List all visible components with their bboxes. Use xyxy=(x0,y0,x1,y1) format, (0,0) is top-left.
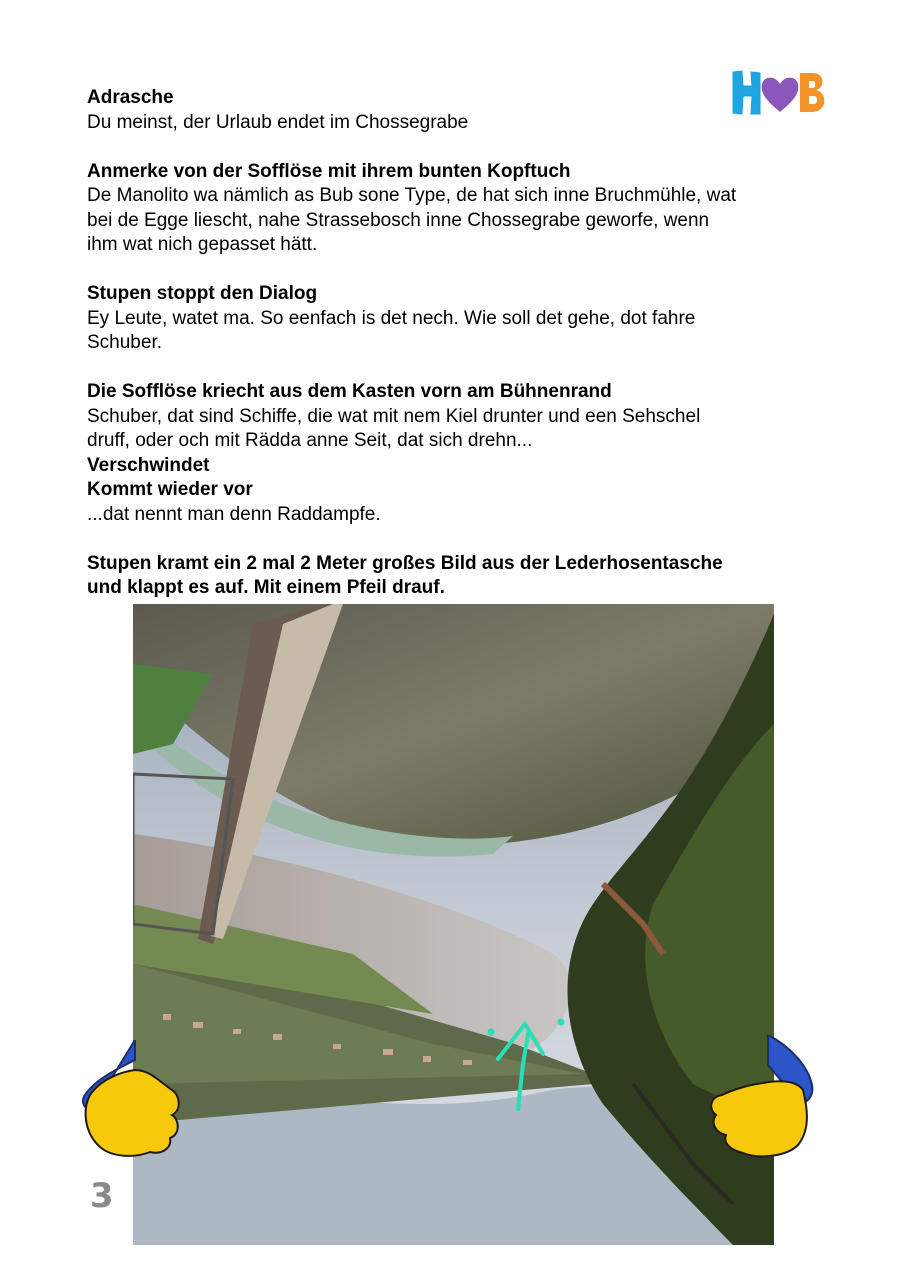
block-heading: Die Sofflöse kriecht aus dem Kasten vorn am Bühnenrand xyxy=(87,381,612,402)
block-line: bei de Egge liescht, nahe Strassebosch inne Chossegrabe geworfe, wenn xyxy=(87,209,710,231)
block-line: De Manolito wa nämlich as Bub sone Type, de hat sich inne Bruchmühle, wat xyxy=(87,185,737,206)
script-text xyxy=(87,86,827,601)
left-hand-icon xyxy=(80,1040,185,1160)
block-line: Du meinst, der Urlaub endet im Chossegrabe xyxy=(87,111,469,133)
block-line: Ey Leute, watet ma. So eenfach is det nech. Wie soll det gehe, dot fahre xyxy=(87,307,696,329)
block-heading: Anmerke von der Sofflöse mit ihrem bunten Kopftuch xyxy=(87,160,571,182)
block-line: ihm wat nich gepasset hätt. xyxy=(87,234,318,255)
stage-direction: Verschwindet xyxy=(87,454,210,476)
block-line: Schuber. xyxy=(87,332,162,353)
block-heading: Stupen stoppt den Dialog xyxy=(87,283,318,304)
right-hand-icon xyxy=(708,1035,816,1160)
block-line: druff, oder och mit Rädda anne Seit, dat sich drehn... xyxy=(87,430,533,451)
block-heading: Stupen kramt ein 2 mal 2 Meter großes Bild aus der Lederhosentasche xyxy=(87,552,723,574)
block-heading: und klappt es auf. Mit einem Pfeil drauf. xyxy=(87,577,445,598)
landscape-photo xyxy=(133,604,774,1245)
page-number: 3 xyxy=(90,1176,114,1216)
block-heading: Adrasche xyxy=(87,87,174,108)
block-line: Schuber, dat sind Schiffe, die wat mit nem Kiel drunter und een Sehschel xyxy=(87,405,701,427)
block-line: ...dat nennt man denn Raddampfe. xyxy=(87,503,381,525)
stage-direction: Kommt wieder vor xyxy=(87,479,253,500)
